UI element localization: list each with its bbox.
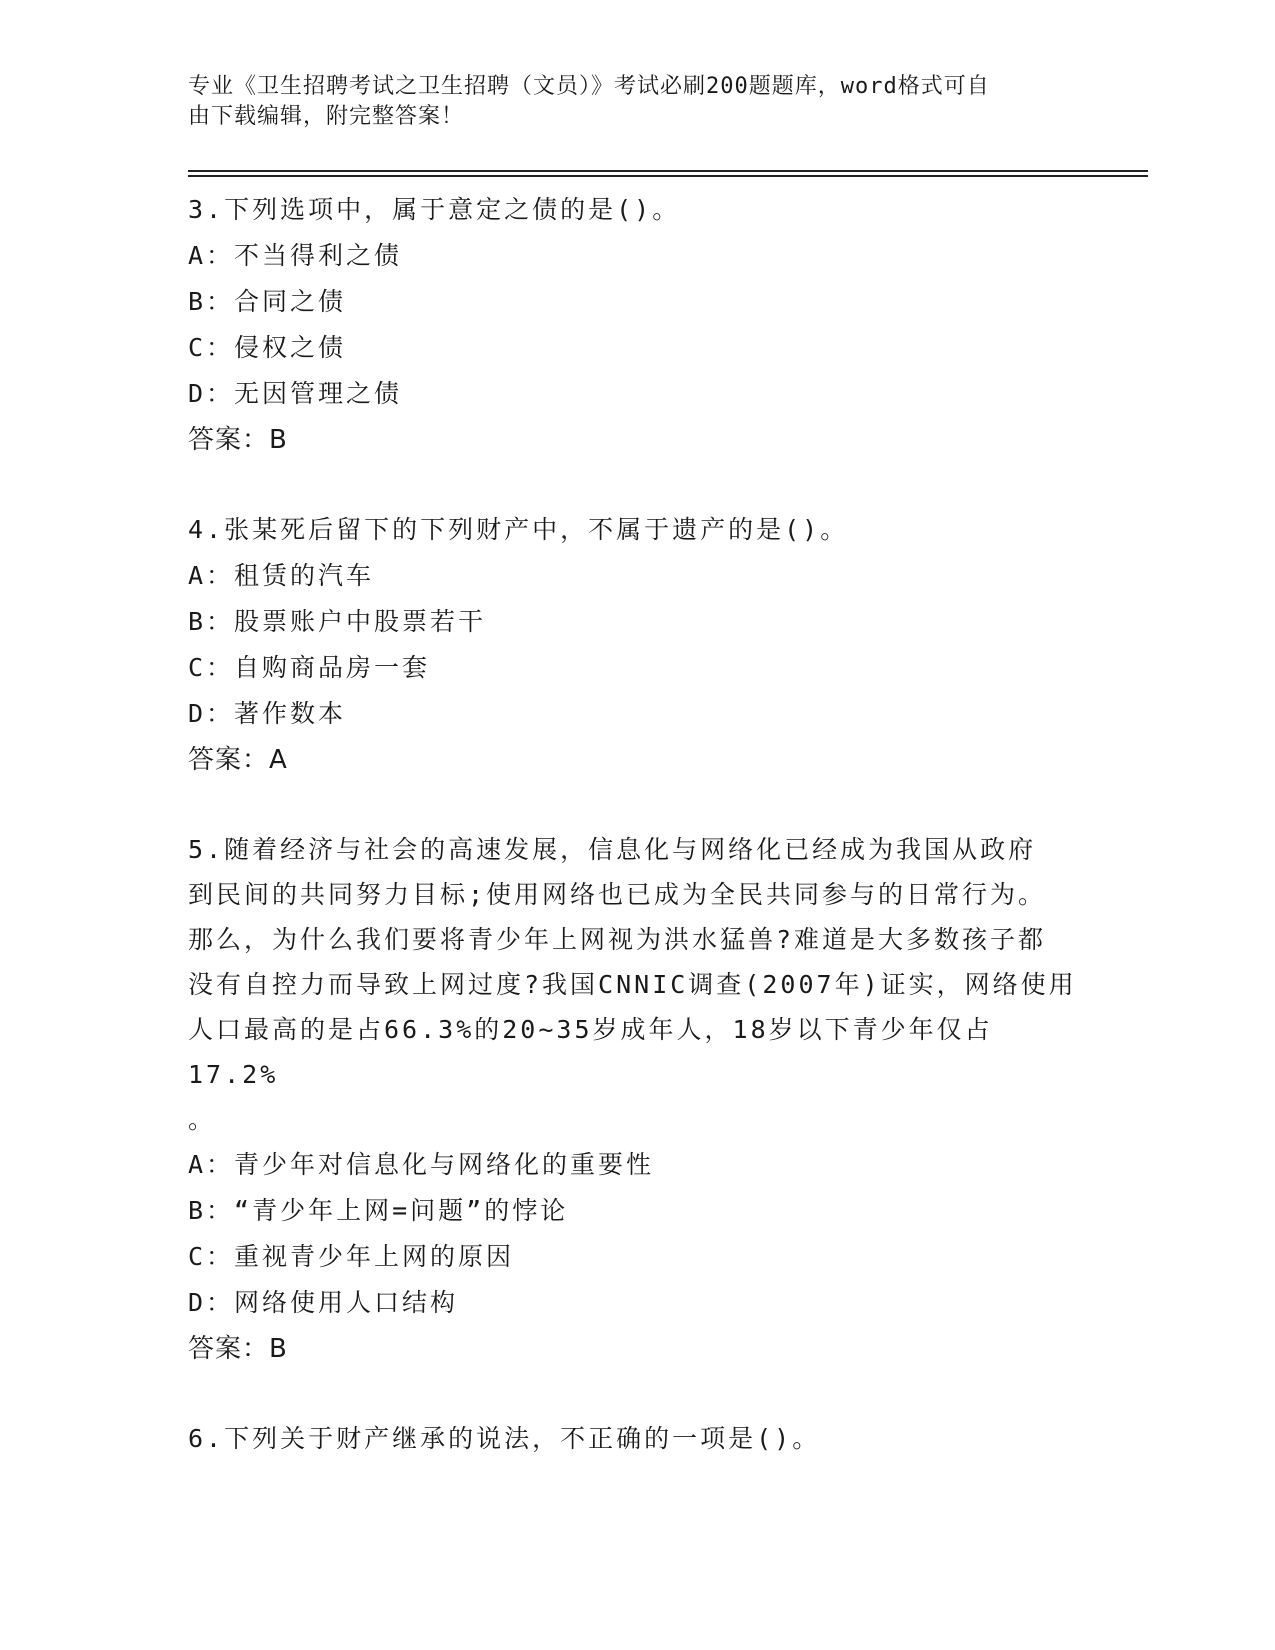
option-a: A：不当得利之债: [188, 241, 403, 270]
divider-line-bottom: [188, 175, 1148, 177]
option-b: B：股票账户中股票若干: [188, 607, 487, 636]
question-stem: 3.下列选项中，属于意定之债的是()。: [188, 195, 681, 224]
header-line-2: 由下载编辑，附完整答案！: [188, 104, 465, 129]
answer-label: 答案：B: [188, 1334, 288, 1364]
question-stem-line: 到民间的共同努力目标;使用网络也已成为全民共同参与的日常行为。: [188, 880, 1047, 909]
question-stem-line: 那么，为什么我们要将青少年上网视为洪水猛兽?难道是大多数孩子都: [188, 925, 1047, 954]
question-6: [188, 1416, 1148, 1462]
option-b: B：“青少年上网=问题”的悖论: [188, 1196, 569, 1225]
header-line-1: 专业《卫生招聘考试之卫生招聘（文员）》考试必刷200题题库，word格式可自: [188, 74, 990, 99]
header-divider: [188, 170, 1148, 177]
option-d: D：无因管理之债: [188, 379, 403, 408]
question-5: [188, 827, 1148, 1372]
option-d: D：著作数本: [188, 699, 347, 728]
question-4: [188, 507, 1148, 783]
divider-line-top: [188, 170, 1148, 172]
question-stem-line: 5.随着经济与社会的高速发展，信息化与网络化已经成为我国从政府: [188, 835, 1037, 864]
answer-label: 答案：B: [188, 425, 288, 455]
question-stem: 6.下列关于财产继承的说法，不正确的一项是()。: [188, 1424, 821, 1453]
question-3: [188, 187, 1148, 463]
option-a: A：青少年对信息化与网络化的重要性: [188, 1150, 655, 1179]
option-c: C：自购商品房一套: [188, 653, 431, 682]
question-stem-line: 。: [188, 1105, 217, 1134]
question-list: [188, 187, 1148, 1462]
option-a: A：租赁的汽车: [188, 561, 375, 590]
document-page: [188, 72, 1148, 1506]
answer-label: 答案：A: [188, 745, 288, 775]
question-stem-line: 没有自控力而导致上网过度?我国CNNIC调查(2007年)证实，网络使用: [188, 970, 1077, 999]
option-c: C：重视青少年上网的原因: [188, 1242, 515, 1271]
document-header: [188, 72, 1068, 132]
question-stem-line: 人口最高的是占66.3%的20~35岁成年人，18岁以下青少年仅占17.2%: [188, 1015, 993, 1089]
option-b: B：合同之债: [188, 287, 347, 316]
question-stem: 4.张某死后留下的下列财产中，不属于遗产的是()。: [188, 515, 849, 544]
option-d: D：网络使用人口结构: [188, 1288, 459, 1317]
option-c: C：侵权之债: [188, 333, 347, 362]
